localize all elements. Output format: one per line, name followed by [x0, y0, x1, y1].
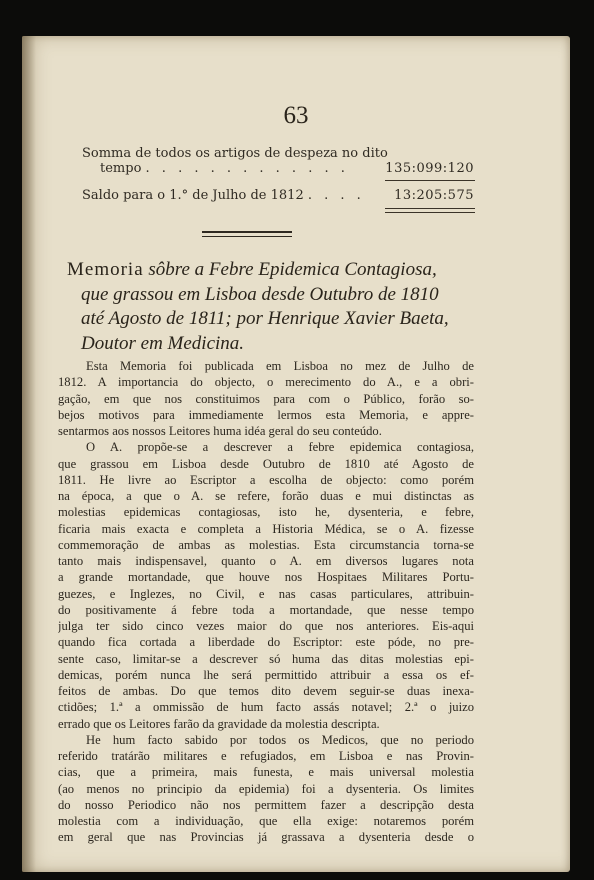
ledger-label-line2: tempo — [100, 161, 142, 176]
ledger-label-line1: Somma de todos os artigos de despeza no dito — [82, 146, 388, 161]
body-line: sente caso, limitar-se a descrever só huma das ditas molestias epi- — [58, 651, 474, 666]
body-line: ctidões; 1.ª a ommissão de hum facto assás notavel; 2.ª o juizo — [58, 700, 474, 715]
ledger-entry-total — [82, 146, 474, 176]
ledger-leader-dots: . . . . . . . . . . . . . — [145, 161, 349, 176]
body-line: que grassou em Lisboa desde Outubro de 1810 até Agosto de — [58, 456, 474, 471]
page-gutter-shadow — [22, 36, 36, 872]
article-title — [67, 258, 487, 356]
body-line: sentarmos aos nossos Leitores huma idéa geral do seu conteúdo. — [58, 424, 382, 438]
body-line: guezes, e Inglezes, no Civil, e nas casas particulares, attribuin- — [58, 586, 474, 601]
body-line: commemoração de ambas as molestias. Esta circumstancia torna-se — [58, 537, 474, 552]
body-line: do nosso Periodico não nos permittem fazer a descripção desta — [58, 797, 474, 812]
article-body — [58, 358, 474, 846]
body-line: molestia com a individuação, que ella exige: notaremos porém — [58, 814, 474, 828]
body-line: quando fica cortada a liberdade do Escriptor: este póde, no pre- — [58, 635, 474, 650]
ledger-row-balance — [82, 188, 474, 203]
body-line: 1812. A importancia do objecto, o merecimento do A., e a obri- — [58, 375, 474, 390]
body-line: He hum facto sabido por todos os Medicos, que no periodo — [86, 732, 474, 747]
body-line: feitos de ambas. Do que temos dito devem seguir-se duas inexa- — [58, 684, 474, 698]
body-line: referido tratárão militares e refugiados, em Lisboa e nas Provin- — [58, 749, 474, 763]
body-line: a grande mortandade, que houve nos Hospitaes Militares Portu- — [58, 570, 474, 585]
ledger-amount-balance: 13:205:575 — [394, 188, 474, 203]
section-separator — [202, 231, 292, 237]
ledger-row-total — [82, 161, 474, 176]
body-line: julga ter sido cinco vezes maior do que nos anteriores. Eis-aqui — [58, 619, 474, 633]
book-page — [22, 36, 570, 872]
body-line: O A. propõe-se a descrever a febre epidemica contagiosa, — [86, 440, 474, 455]
body-line: do positivamente á febre toda a mortandade, que nesse tempo — [58, 602, 474, 617]
ledger-entry-balance — [82, 188, 474, 203]
body-line: na época, a que o A. se refere, forão duas e mui distinctas as — [58, 489, 474, 503]
page-number: 63 — [283, 102, 309, 129]
body-line: demicas, porém nunca lhe será permittido attribuir a essa os ef- — [58, 667, 474, 682]
body-line: Esta Memoria foi publicada em Lisboa no mez de Julho de — [86, 359, 474, 373]
body-line: errado que os Leitores farão da gravidade da molestia descripta. — [58, 716, 380, 731]
body-line: gação, em que nos constituimos para com o Público, forão so- — [58, 391, 474, 406]
ledger-label-balance: Saldo para o 1.° de Julho de 1812 — [82, 188, 304, 203]
body-line: molestias epidemicas contagiosas, isto he, dysenteria, e febre, — [58, 505, 474, 520]
body-line: cias, que a primeira, mais funesta, e mais universal molestia — [58, 765, 474, 780]
ledger-double-rule — [385, 208, 475, 213]
body-line: bejos motivos para immediamente lermos esta Memoria, e appre- — [58, 407, 474, 422]
title-line — [67, 258, 487, 283]
body-line: em geral que nas Provincias já grassava a dysenteria desde o — [58, 830, 474, 845]
ledger-leader-dots: . . . . — [307, 188, 365, 203]
title-line-rest: sôbre a Febre Epidemica Contagiosa, — [143, 259, 437, 280]
body-line: tanto mais indispensavel, quanto o A. em diversos lugares nota — [58, 554, 474, 568]
ledger-rule — [385, 180, 475, 181]
ledger-amount-total: 135:099:120 — [385, 161, 474, 176]
body-line: (ao menos no principio da epidemia) foi a dysenteria. Os limites — [58, 781, 474, 796]
body-line: ficaria mais exacta e completa a Historia Médica, se o A. fizesse — [58, 521, 474, 536]
title-line: que grassou em Lisboa desde Outubro de 1810 — [81, 283, 439, 305]
body-line: 1811. He livre ao Escriptor a escolha de objecto: como porém — [58, 472, 474, 487]
title-first-word: Memoria — [67, 259, 144, 280]
title-line: Doutor em Medicina. — [81, 332, 245, 354]
title-line: até Agosto de 1811; por Henrique Xavier Baeta, — [81, 308, 449, 330]
